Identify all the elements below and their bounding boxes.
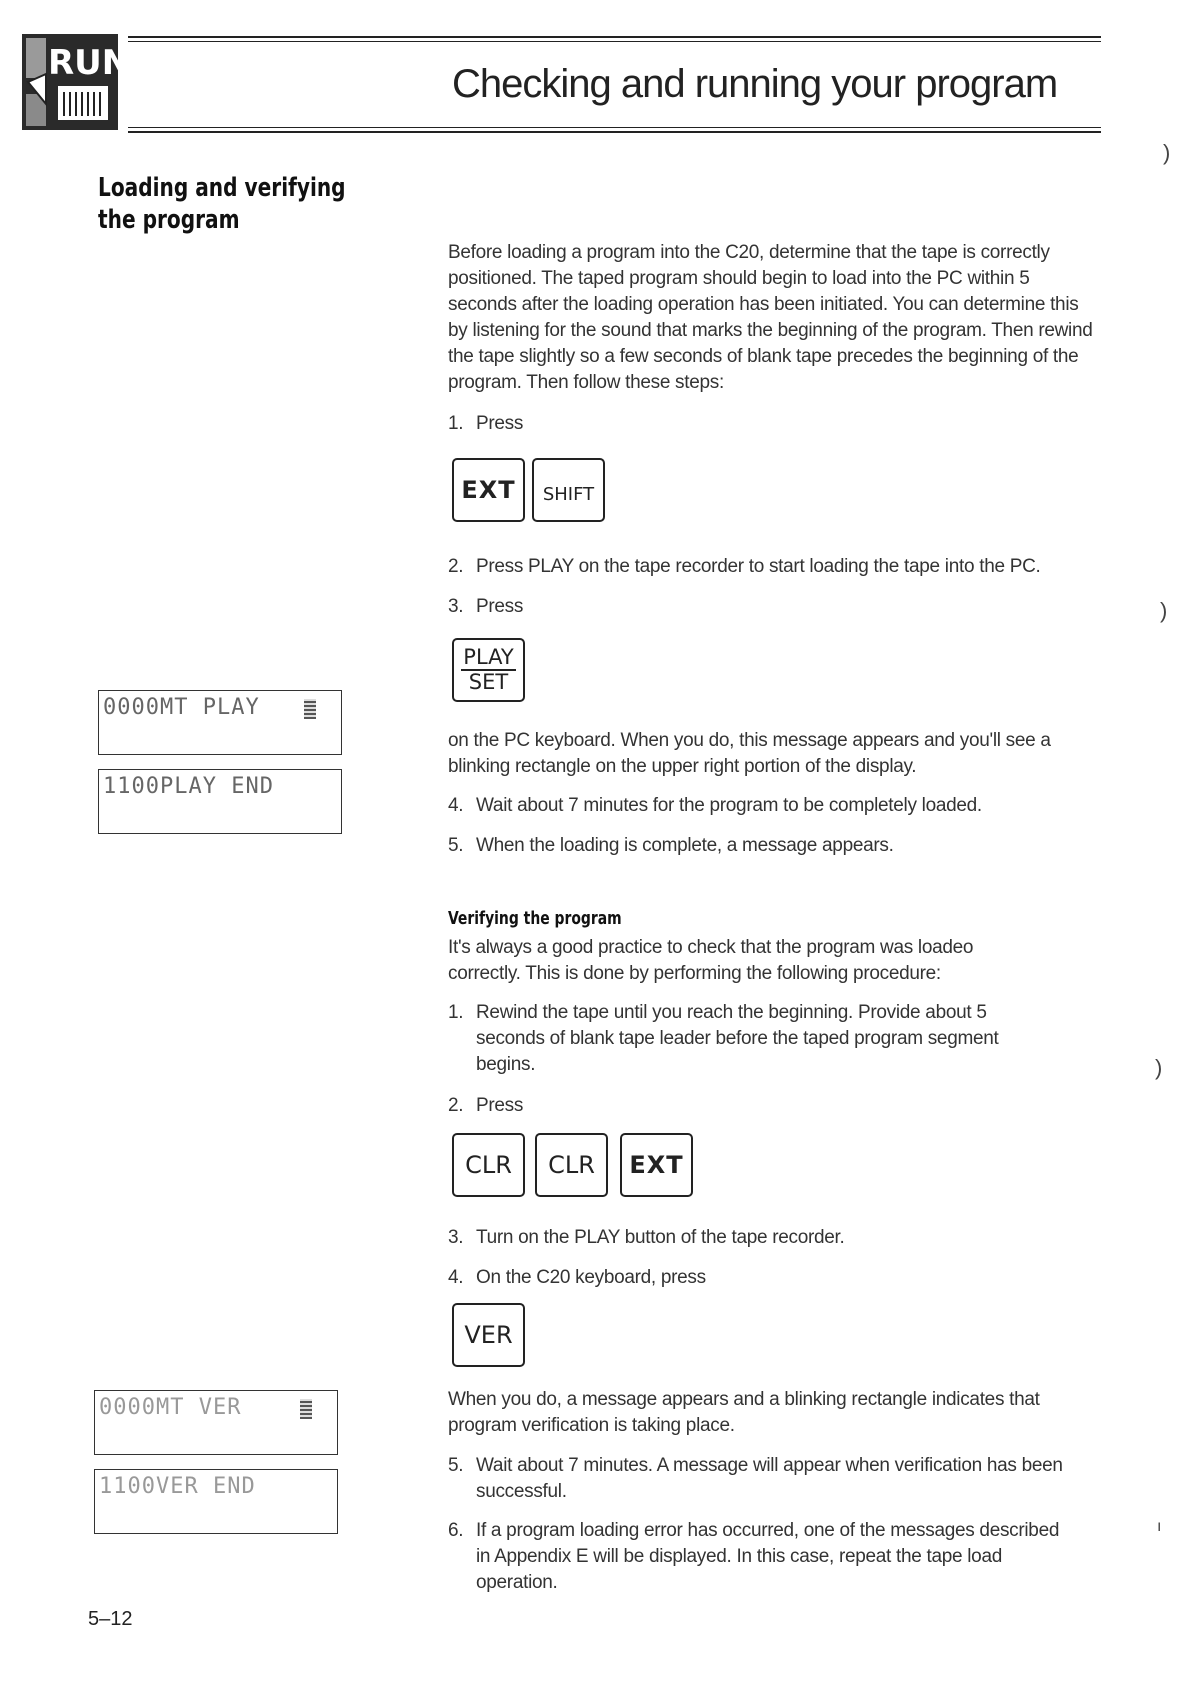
verifying-step-1: 1. Rewind the tape until you reach the beginning. Provide about 5 seconds of blank tape leader before the taped program segment begins. <box>448 1002 999 1075</box>
shift-key: SHIFT <box>532 458 605 522</box>
page-title: Checking and running your program <box>452 62 1058 106</box>
verifying-step-4: 4. On the C20 keyboard, press <box>448 1267 706 1288</box>
loading-step-2: 2. Press PLAY on the tape recorder to start loading the tape into the PC. <box>448 556 1041 577</box>
ext-key: EXT <box>452 458 525 522</box>
margin-mark-icon: ) <box>1155 1055 1163 1080</box>
loading-intro: Before loading a program into the C20, determine that the tape is correctly positioned. The taped program should begin to load into the PC within 5 seconds after the loading operation has been initiated. You can determine this by listening for the sound that marks the beginning of the program. Then rewind the tape slightly so a few seconds of blank tape precedes the beginning of the program. Then follow these steps: <box>448 242 1093 393</box>
lcd-display-play: 0000MT PLAY <box>98 690 342 755</box>
loading-after-key: on the PC keyboard. When you do, this message appears and you'll see a blinking rectangle on the upper right portion of the display. <box>448 730 1051 777</box>
logo-text: RUN <box>48 43 131 83</box>
lcd-display-play-end: 1100PLAY END <box>98 769 342 834</box>
lcd-display-ver: 0000MT VER <box>94 1390 338 1455</box>
clr-key: CLR <box>452 1133 525 1197</box>
header-rule-bottom-thin <box>128 127 1101 128</box>
margin-mark-icon: ı <box>1157 1518 1162 1535</box>
blinking-cursor-icon <box>304 699 316 719</box>
header-rule-bottom <box>128 131 1101 133</box>
header-rule-top <box>128 36 1101 38</box>
margin-mark-icon: ) <box>1160 598 1168 623</box>
loading-step-4: 4. Wait about 7 minutes for the program to be completely loaded. <box>448 795 982 816</box>
header-rule-top-thin <box>128 41 1101 42</box>
verifying-intro: It's always a good practice to check that the program was loadeo correctly. This is done by performing the following procedure: <box>448 937 974 984</box>
play-set-key: PLAY SET <box>452 638 525 702</box>
section-heading: Loading and verifying the program <box>98 173 346 235</box>
verifying-heading: Verifying the program <box>448 908 622 929</box>
ver-key: VER <box>452 1303 525 1367</box>
ext-key: EXT <box>620 1133 693 1197</box>
verifying-step-6: 6. If a program loading error has occurred, one of the messages described in Appendix E will be displayed. In this case, repeat the tape load operation. <box>448 1520 1060 1593</box>
loading-step-1: 1. Press <box>448 413 524 434</box>
verifying-after-key: When you do, a message appears and a blinking rectangle indicates that program verification is taking place. <box>448 1389 1040 1436</box>
verifying-step-5: 5. Wait about 7 minutes. A message will appear when verification has been successful. <box>448 1455 1063 1502</box>
verifying-step-2: 2. Press <box>448 1095 524 1116</box>
run-logo-icon <box>22 34 131 130</box>
clr-key: CLR <box>535 1133 608 1197</box>
page-number: 5–12 <box>88 1608 133 1630</box>
loading-step-5: 5. When the loading is complete, a message appears. <box>448 835 894 856</box>
blinking-cursor-icon <box>300 1399 312 1419</box>
verifying-step-3: 3. Turn on the PLAY button of the tape recorder. <box>448 1227 845 1248</box>
loading-step-3: 3. Press <box>448 596 524 617</box>
lcd-display-ver-end: 1100VER END <box>94 1469 338 1534</box>
margin-mark-icon: ) <box>1163 140 1171 165</box>
